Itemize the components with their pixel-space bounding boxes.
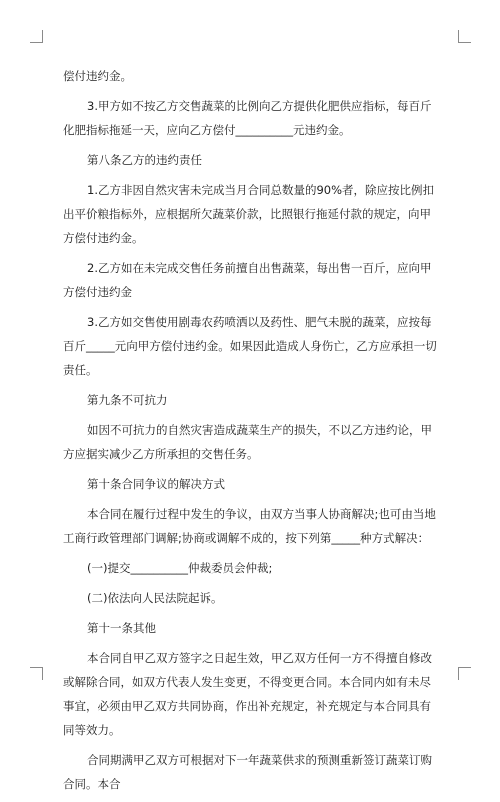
paragraph-dispute-resolution: 本合同在履行过程中发生的争议，由双方当事人协商解决;也可由当地工商行政管理部门调解;协商或调解不成的，按下列第_____种方式解决： — [63, 507, 436, 545]
paragraph-other-terms: 本合同自甲乙双方签字之日起生效，甲乙双方任何一方不得擅自修改或解除合同，如双方代表人发生变更，不得变更合同。本合同内如有未尽事宜，必须由甲乙双方共同协商，作出补充规定，补充规定与本合同具有同等效力。 — [63, 651, 432, 737]
heading-article-10: 第十条合同争议的解决方式 — [87, 477, 225, 491]
heading-article-9: 第九条不可抗力 — [87, 393, 168, 407]
heading-article-8: 第八条乙方的违约责任 — [87, 153, 202, 167]
page-corner-mark-bottom-left — [30, 667, 43, 680]
paragraph-clause-8-1: 1.乙方非因自然灾害未完成当月合同总数量的90%者，除应按比例扣出平价粮指标外，应根据所欠蔬菜价款，比照银行拖延付款的规定，向甲方偿付违约金。 — [63, 183, 435, 245]
heading-article-11: 第十一条其他 — [87, 621, 156, 635]
paragraph-option-arbitration: (一)提交__________仲裁委员会仲裁; — [87, 561, 273, 575]
paragraph-clause-7-3: 3.甲方如不按乙方交售蔬菜的比例向乙方提供化肥供应指标，每百斤化肥指标拖延一天，应向乙方偿付__________元违约金。 — [63, 99, 432, 137]
paragraph-continuation: 偿付违约金。 — [63, 69, 132, 83]
page-corner-mark-top-left — [30, 30, 43, 43]
page-corner-mark-bottom-right — [458, 667, 471, 680]
document-body — [63, 64, 439, 802]
paragraph-option-court: (二)依法向人民法院起诉。 — [87, 591, 223, 605]
paragraph-clause-8-3: 3.乙方如交售使用剧毒农药喷洒以及药性、肥气未脱的蔬菜，应按每百斤_____元向甲方偿付违约金。如果因此造成人身伤亡，乙方应承担一切责任。 — [63, 315, 437, 377]
page-corner-mark-top-right — [458, 30, 471, 43]
paragraph-renewal: 合同期满甲乙双方可根据对下一年蔬菜供求的预测重新签订蔬菜订购合同。本合 — [63, 753, 432, 791]
paragraph-clause-8-2: 2.乙方如在未完成交售任务前擅自出售蔬菜，每出售一百斤，应向甲方偿付违约金 — [63, 261, 432, 299]
paragraph-force-majeure: 如因不可抗力的自然灾害造成蔬菜生产的损失，不以乙方违约论，甲方应据实减少乙方所承担的交售任务。 — [63, 423, 432, 461]
